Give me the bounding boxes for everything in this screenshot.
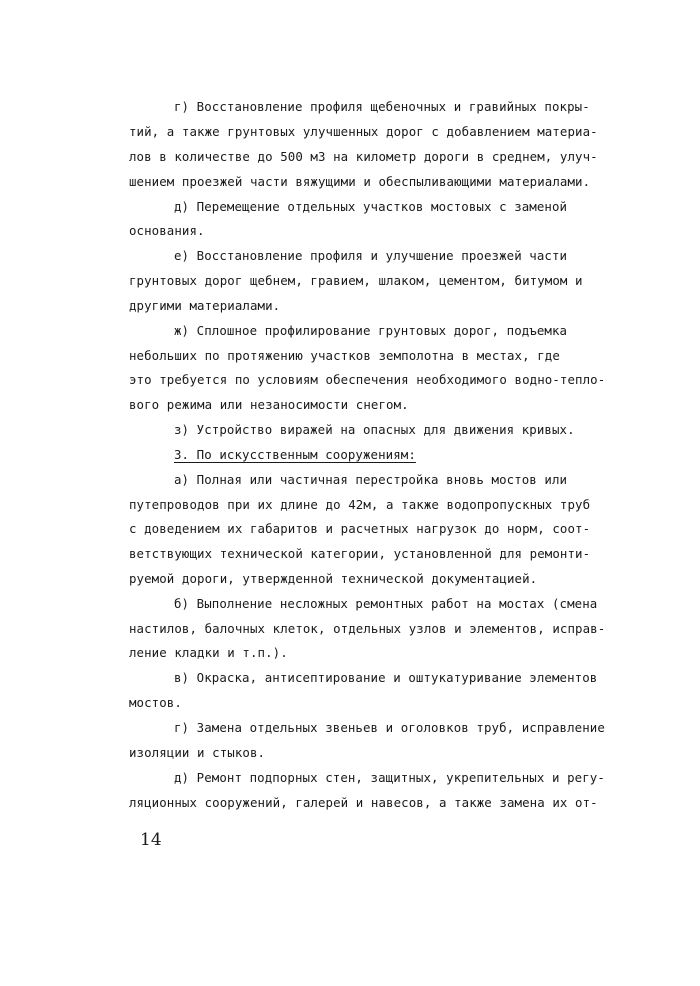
- text-line: з) Устройство виражей на опасных для движения кривых.: [174, 422, 575, 437]
- text-line: с доведением их габаритов и расчетных нагрузок до норм, соот-: [129, 521, 591, 536]
- text-line: грунтовых дорог щебнем, гравием, шлаком, цементом, битумом и: [129, 273, 583, 288]
- text-line: основания.: [129, 223, 205, 238]
- text-line: небольших по протяжению участков земполотна в местах, где: [129, 348, 560, 363]
- text-line: шением проезжей части вяжущими и обеспыливающими материалами.: [129, 174, 591, 189]
- text-line: е) Восстановление профиля и улучшение проезжей части: [174, 248, 568, 263]
- text-line: б) Выполнение несложных ремонтных работ на мостах (смена: [174, 596, 598, 611]
- text-line: другими материалами.: [129, 298, 281, 313]
- text-line: настилов, балочных клеток, отдельных узлов и элементов, исправ-: [129, 621, 606, 636]
- text-line: тий, а также грунтовых улучшенных дорог с добавлением материа-: [129, 124, 598, 139]
- text-line: ление кладки и т.п.).: [129, 645, 288, 660]
- text-line: мостов.: [129, 695, 182, 710]
- text-line: ветствующих технической категории, установленной для ремонти-: [129, 546, 591, 561]
- text-line: это требуется по условиям обеспечения необходимого водно-тепло-: [129, 372, 606, 387]
- text-line: ж) Сплошное профилирование грунтовых дорог, подъемка: [174, 323, 568, 338]
- text-line: а) Полная или частичная перестройка вновь мостов или: [174, 472, 568, 487]
- text-line: г) Восстановление профиля щебеночных и гравийных покры-: [174, 99, 590, 114]
- text-line: г) Замена отдельных звеньев и оголовков труб, исправление: [174, 720, 605, 735]
- text-line: д) Ремонт подпорных стен, защитных, укрепительных и регу-: [174, 770, 605, 785]
- text-line: путепроводов при их длине до 42м, а также водопропускных труб: [129, 497, 591, 512]
- text-line: в) Окраска, антисептирование и оштукатуривание элементов: [174, 670, 598, 685]
- text-line: вого режима или незаносимости снегом.: [129, 397, 409, 412]
- text-line: руемой дороги, утвержденной технической документацией.: [129, 571, 538, 586]
- page-number: 14: [140, 830, 162, 850]
- text-line: лов в количестве до 500 м3 на километр дороги в среднем, улуч-: [129, 149, 598, 164]
- text-line: д) Перемещение отдельных участков мостовых с заменой: [174, 199, 568, 214]
- section-heading: 3. По искусственным сооружениям:: [174, 447, 416, 462]
- text-line: изоляции и стыков.: [129, 745, 266, 760]
- text-line: ляционных сооружений, галерей и навесов, а также замена их от-: [129, 795, 598, 810]
